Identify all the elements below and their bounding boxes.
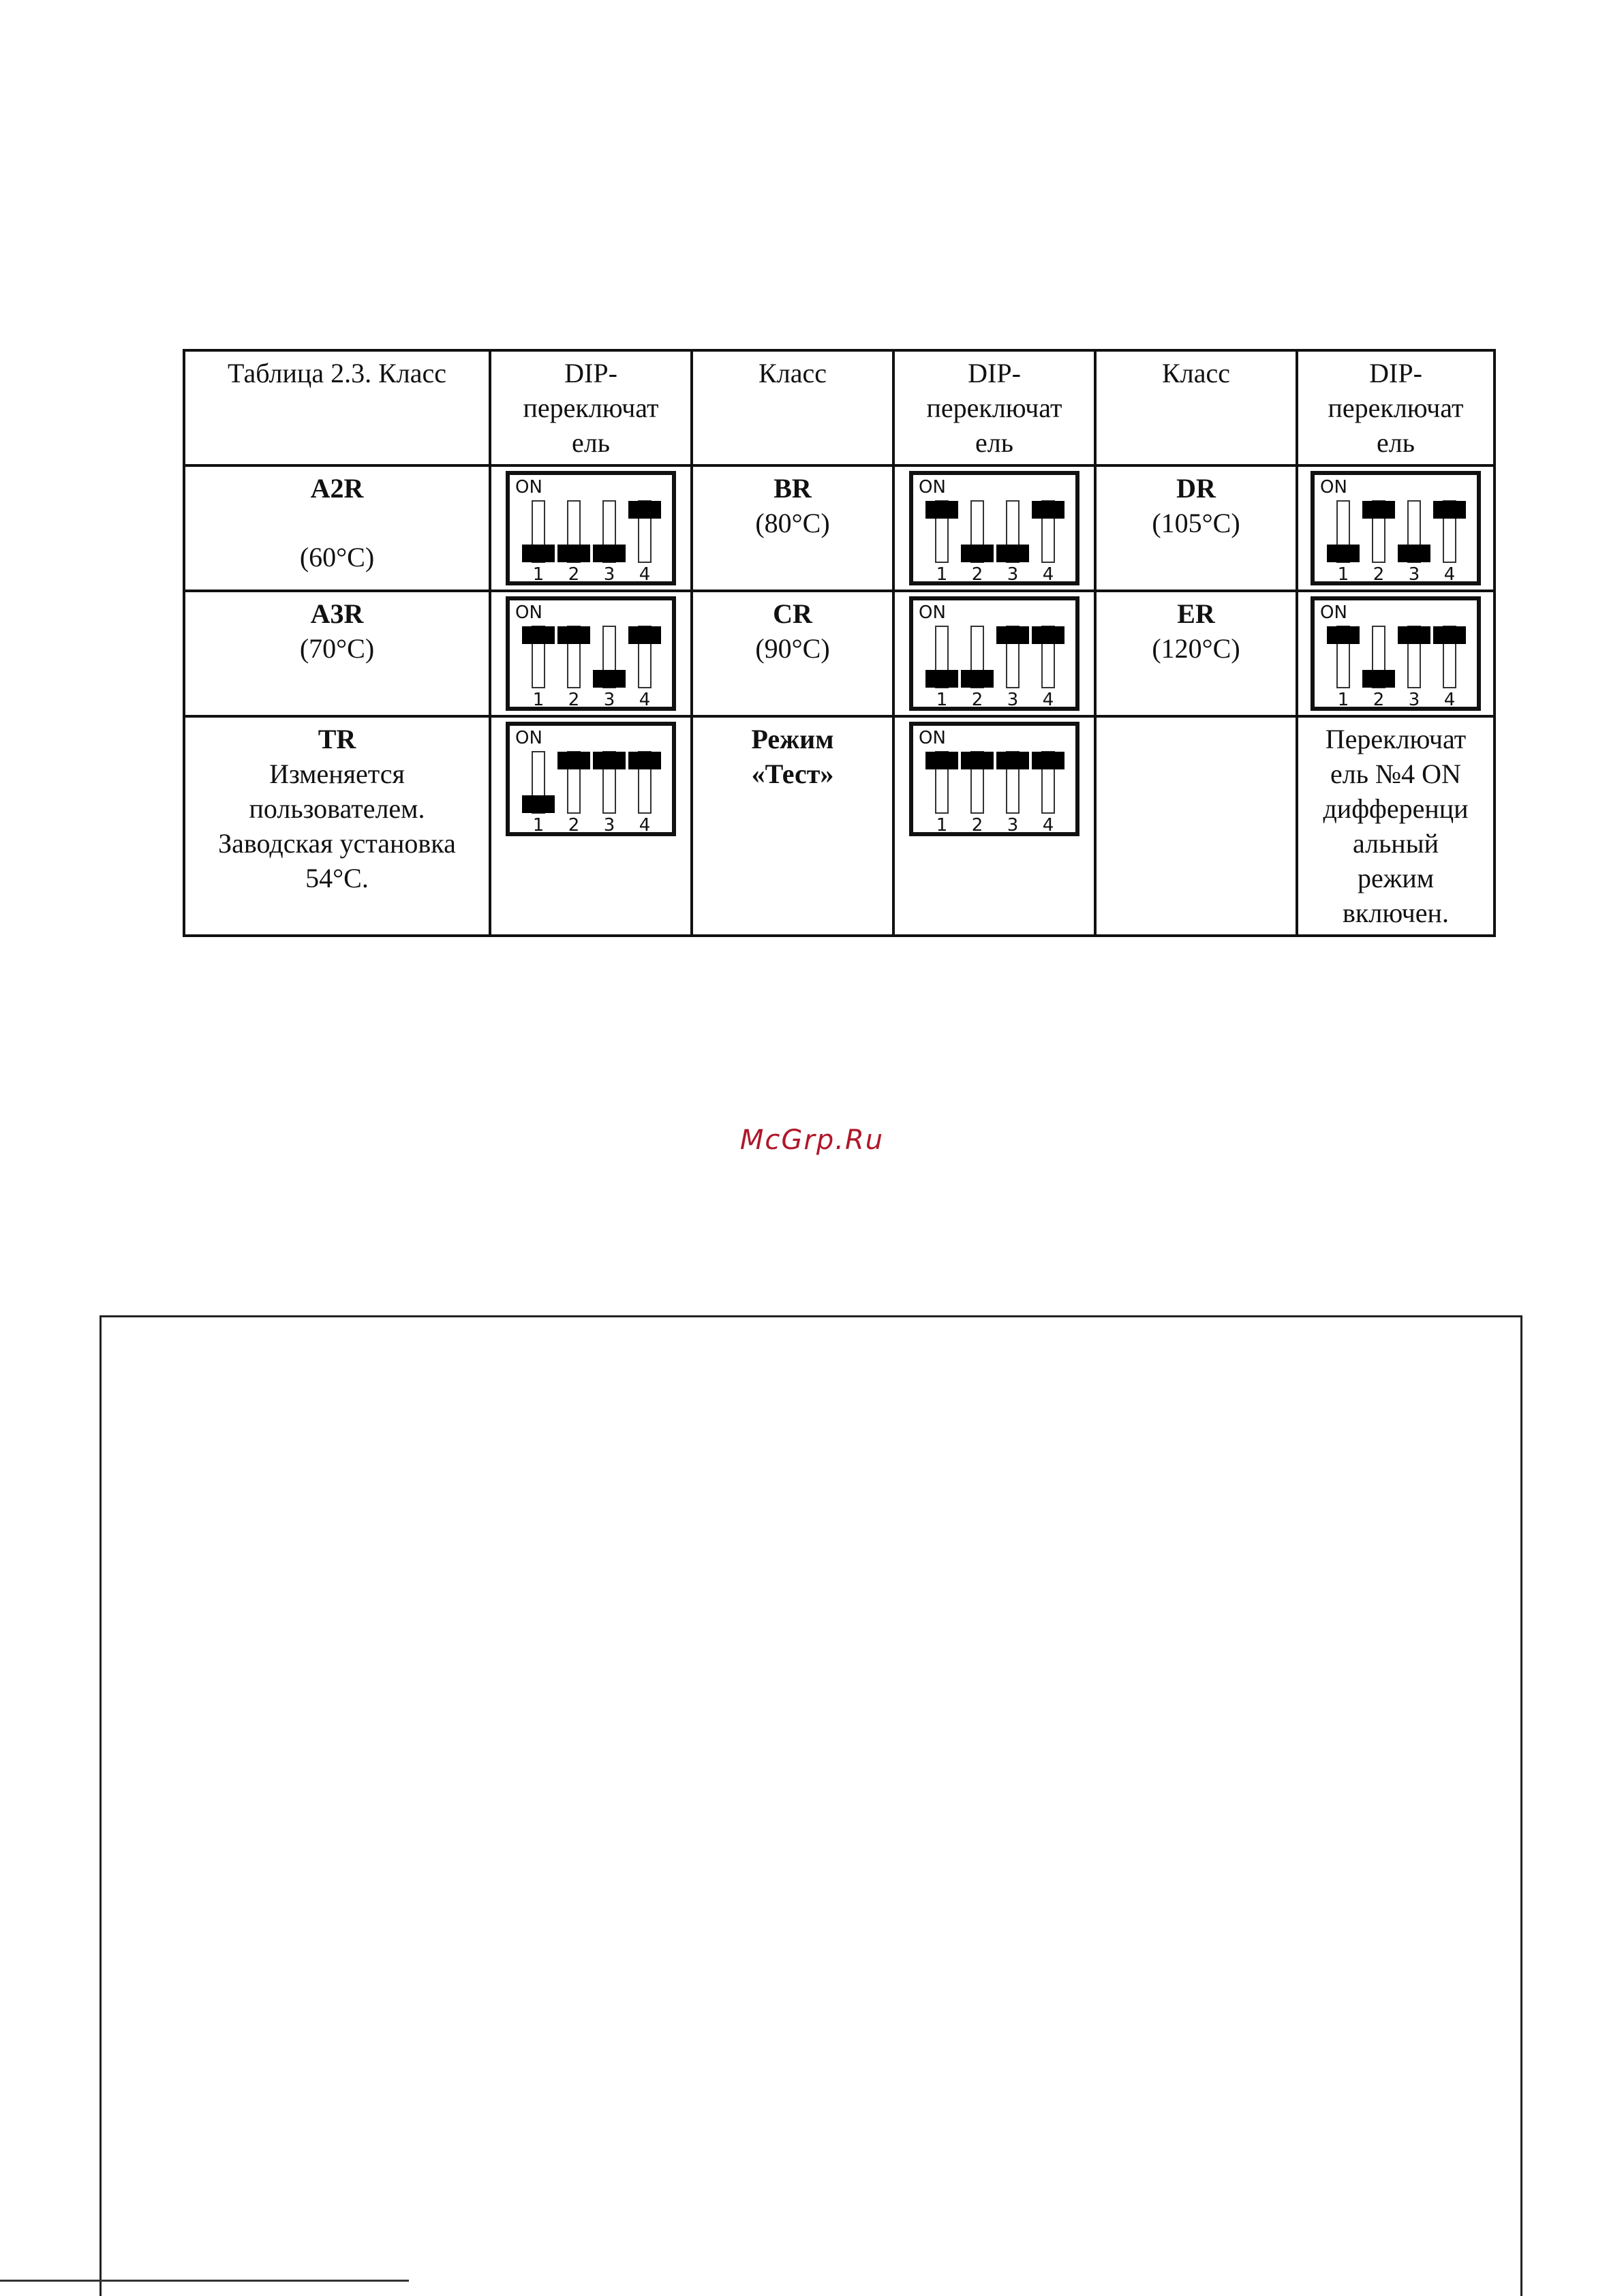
note-line: Переключат bbox=[1325, 724, 1467, 754]
class-temp: (120°C) bbox=[1152, 633, 1240, 664]
dip-lever-1-off bbox=[522, 545, 555, 562]
dip-number-label: 2 bbox=[568, 564, 580, 585]
dip-on-label: ON bbox=[1320, 602, 1347, 623]
class-name: A3R bbox=[310, 598, 364, 629]
dip-cell-tr bbox=[490, 716, 692, 936]
dip-number-label: 4 bbox=[1042, 815, 1054, 836]
class-temp: (70°C) bbox=[299, 633, 375, 664]
dip-cell-test bbox=[893, 716, 1095, 936]
dip-cell-dr bbox=[1297, 465, 1495, 591]
dip-cell-a2r bbox=[490, 465, 692, 591]
class-note: пользователем. bbox=[249, 793, 425, 824]
dip-lever-4-on bbox=[628, 752, 661, 769]
class-cell-a3r bbox=[184, 591, 490, 716]
class-name: ER bbox=[1177, 598, 1215, 629]
dip-number-label: 2 bbox=[568, 690, 580, 710]
dip-lever-4-on bbox=[1032, 501, 1064, 519]
class-note: Заводская установка bbox=[218, 828, 456, 859]
dip-lever-2-on bbox=[557, 626, 590, 644]
dip-lever-3-off bbox=[593, 670, 626, 688]
class-name: DR bbox=[1176, 473, 1216, 504]
dip-number-label: 2 bbox=[1373, 564, 1385, 585]
header-text: Класс bbox=[759, 358, 827, 388]
table-header-row bbox=[184, 350, 1495, 465]
dip-lever-4-on bbox=[1032, 626, 1064, 644]
class-name: BR bbox=[773, 473, 812, 504]
dip-number-label: 4 bbox=[639, 564, 651, 585]
header-line: ель bbox=[1377, 427, 1415, 458]
class-cell-test bbox=[692, 716, 893, 936]
class-name: Режим bbox=[751, 724, 834, 754]
watermark-text: McGrp.Ru bbox=[739, 1124, 885, 1156]
dip-on-label: ON bbox=[515, 477, 542, 498]
class-temp: (80°C) bbox=[755, 508, 830, 538]
dip-lever-1-on bbox=[925, 752, 958, 769]
dip-lever-4-on bbox=[1032, 752, 1064, 769]
note-cell bbox=[1297, 716, 1495, 936]
header-line: DIP- bbox=[1369, 358, 1422, 388]
dip-on-label: ON bbox=[515, 602, 542, 623]
note-line: ель №4 ON bbox=[1330, 759, 1461, 789]
header-class-2 bbox=[692, 350, 893, 465]
dip-number-label: 4 bbox=[639, 690, 651, 710]
dip-number-label: 2 bbox=[971, 564, 983, 585]
dip-number-label: 4 bbox=[639, 815, 651, 836]
dip-lever-1-off bbox=[925, 670, 958, 688]
dip-lever-3-on bbox=[996, 626, 1029, 644]
dip-number-label: 3 bbox=[1408, 690, 1420, 710]
class-name: A2R bbox=[310, 473, 364, 504]
dip-number-label: 3 bbox=[1408, 564, 1420, 585]
dip-cell-br bbox=[893, 465, 1095, 591]
dip-number-label: 3 bbox=[1007, 564, 1019, 585]
table-row bbox=[184, 716, 1495, 936]
dip-cell-cr bbox=[893, 591, 1095, 716]
class-name: TR bbox=[318, 724, 356, 754]
dip-number-label: 1 bbox=[1337, 564, 1349, 585]
header-text: Таблица 2.3. Класс bbox=[228, 358, 446, 388]
dip-switch-icon bbox=[506, 596, 676, 711]
header-text: Класс bbox=[1162, 358, 1230, 388]
dip-number-label: 4 bbox=[1443, 564, 1456, 585]
dip-lever-3-on bbox=[593, 752, 626, 769]
class-temp: (105°C) bbox=[1152, 508, 1240, 538]
class-temp: (60°C) bbox=[299, 542, 375, 572]
class-cell-dr bbox=[1095, 465, 1297, 591]
class-cell-tr bbox=[184, 716, 490, 936]
dip-number-label: 4 bbox=[1042, 564, 1054, 585]
header-dip-2 bbox=[893, 350, 1095, 465]
dip-on-label: ON bbox=[919, 602, 946, 623]
dip-lever-2-off bbox=[1362, 670, 1395, 688]
class-cell-er bbox=[1095, 591, 1297, 716]
dip-lever-4-on bbox=[1433, 626, 1466, 644]
class-name: CR bbox=[773, 598, 812, 629]
note-line: режим bbox=[1357, 863, 1435, 893]
dip-switch-icon bbox=[909, 722, 1079, 836]
header-dip-1 bbox=[490, 350, 692, 465]
dip-number-label: 3 bbox=[1007, 815, 1019, 836]
header-line: ель bbox=[975, 427, 1013, 458]
dip-lever-3-off bbox=[593, 545, 626, 562]
class-note: Изменяется bbox=[269, 759, 405, 789]
header-line: ель bbox=[572, 427, 610, 458]
dip-switch-icon bbox=[909, 596, 1079, 711]
dip-switch-icon bbox=[506, 722, 676, 836]
header-line: переключат bbox=[926, 393, 1062, 423]
table-row bbox=[184, 465, 1495, 591]
dip-number-label: 1 bbox=[1337, 690, 1349, 710]
dip-lever-1-on bbox=[1327, 626, 1360, 644]
dip-switch-icon bbox=[506, 471, 676, 585]
dip-lever-3-on bbox=[996, 752, 1029, 769]
note-line: включен. bbox=[1343, 898, 1449, 928]
dip-on-label: ON bbox=[919, 728, 946, 748]
dip-lever-1-on bbox=[522, 626, 555, 644]
header-class-3 bbox=[1095, 350, 1297, 465]
dip-on-label: ON bbox=[919, 477, 946, 498]
dip-switch-icon bbox=[1311, 596, 1481, 711]
table-row bbox=[184, 591, 1495, 716]
dip-cell-er bbox=[1297, 591, 1495, 716]
dip-lever-4-on bbox=[628, 626, 661, 644]
dip-lever-1-off bbox=[1327, 545, 1360, 562]
dip-number-label: 3 bbox=[603, 815, 615, 836]
dip-number-label: 3 bbox=[603, 690, 615, 710]
class-cell-cr bbox=[692, 591, 893, 716]
header-line: DIP- bbox=[968, 358, 1021, 388]
note-line: альный bbox=[1353, 828, 1439, 859]
dip-lever-2-on bbox=[1362, 501, 1395, 519]
footer-rule bbox=[0, 2280, 409, 2282]
dip-number-label: 3 bbox=[1007, 690, 1019, 710]
empty-cell bbox=[1095, 716, 1297, 936]
dip-on-label: ON bbox=[1320, 477, 1347, 498]
dip-number-label: 1 bbox=[532, 690, 545, 710]
header-table-caption bbox=[184, 350, 490, 465]
dip-switch-icon bbox=[1311, 471, 1481, 585]
dip-number-label: 2 bbox=[971, 815, 983, 836]
dip-number-label: 3 bbox=[603, 564, 615, 585]
class-note: 54°C. bbox=[305, 863, 369, 893]
dip-lever-1-on bbox=[925, 501, 958, 519]
note-line: дифференци bbox=[1323, 793, 1469, 824]
dip-number-label: 1 bbox=[936, 690, 948, 710]
empty-frame bbox=[99, 1315, 1522, 2296]
dip-number-label: 4 bbox=[1443, 690, 1456, 710]
dip-number-label: 2 bbox=[1373, 690, 1385, 710]
class-table-container bbox=[183, 349, 1493, 928]
dip-lever-3-on bbox=[1398, 626, 1430, 644]
dip-lever-2-off bbox=[961, 670, 994, 688]
dip-number-label: 1 bbox=[532, 564, 545, 585]
dip-number-label: 1 bbox=[936, 564, 948, 585]
dip-number-label: 2 bbox=[971, 690, 983, 710]
dip-switch-icon bbox=[909, 471, 1079, 585]
class-cell-a2r bbox=[184, 465, 490, 591]
dip-on-label: ON bbox=[515, 728, 542, 748]
dip-lever-4-on bbox=[628, 501, 661, 519]
class-name: «Тест» bbox=[751, 759, 834, 789]
dip-lever-2-on bbox=[961, 752, 994, 769]
dip-number-label: 2 bbox=[568, 815, 580, 836]
spacer bbox=[191, 506, 483, 540]
header-line: DIP- bbox=[564, 358, 617, 388]
class-dip-table bbox=[183, 349, 1496, 937]
dip-lever-2-on bbox=[557, 752, 590, 769]
class-cell-br bbox=[692, 465, 893, 591]
dip-lever-3-off bbox=[996, 545, 1029, 562]
dip-number-label: 1 bbox=[532, 815, 545, 836]
dip-lever-4-on bbox=[1433, 501, 1466, 519]
dip-cell-a3r bbox=[490, 591, 692, 716]
class-temp: (90°C) bbox=[755, 633, 830, 664]
dip-lever-1-off bbox=[522, 795, 555, 813]
dip-lever-2-off bbox=[557, 545, 590, 562]
header-line: переключат bbox=[1328, 393, 1464, 423]
header-line: переключат bbox=[523, 393, 659, 423]
dip-lever-2-off bbox=[961, 545, 994, 562]
dip-number-label: 4 bbox=[1042, 690, 1054, 710]
dip-number-label: 1 bbox=[936, 815, 948, 836]
header-dip-3 bbox=[1297, 350, 1495, 465]
dip-lever-3-off bbox=[1398, 545, 1430, 562]
